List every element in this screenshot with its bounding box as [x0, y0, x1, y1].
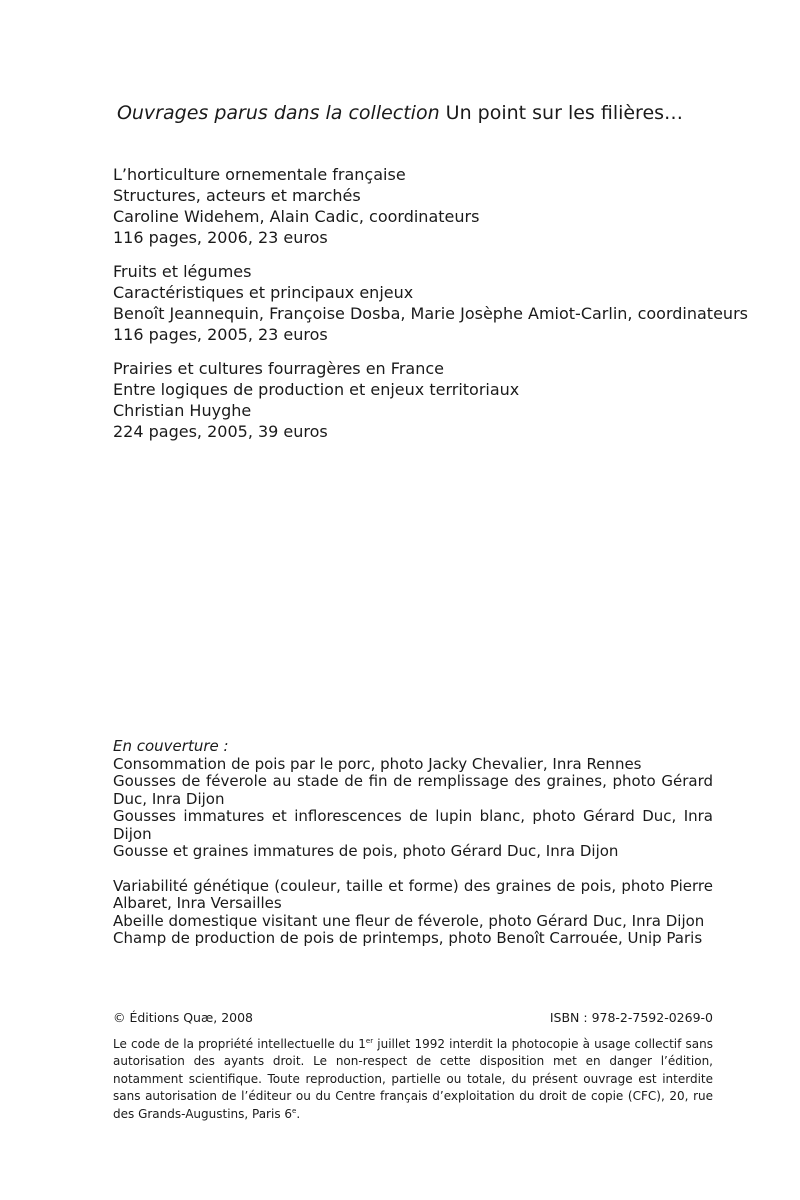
book-title: L’horticulture ornementale française	[113, 165, 406, 184]
credit-line: Variabilité génétique (couleur, taille et forme) des graines de pois, photo Pierre Albaret, Inra Versailles	[113, 876, 713, 912]
credit-line: Gousses de féverole au stade de fin de remplissage des graines, photo Gérard Duc, Inra Dijon	[113, 772, 713, 808]
book-title: Fruits et légumes	[113, 262, 252, 281]
publication-info	[113, 1010, 713, 1026]
book-subtitle: Entre logiques de production et enjeux territoriaux	[113, 380, 520, 399]
isbn: ISBN : 978-2-7592-0269-0	[549, 1010, 713, 1025]
cover-credits-label: En couverture :	[113, 737, 229, 755]
book-entry	[113, 358, 713, 442]
book-authors: Caroline Widehem, Alain Cadic, coordinateurs	[113, 207, 480, 226]
legal-text: juillet 1992 interdit la photocopie à usage collectif sans autorisation des ayants droit. Le non-respect de cette disposition met en danger l’édition, notamment scientifique. Toute reproduction, partielle ou totale, du présent ouvrage est interdite sans autorisation de l’éditeur ou du Centre français d’exploitation du droit de copie (CFC), 20, rue des Grands-Augustins, Paris 6	[113, 1037, 713, 1121]
legal-text: .	[296, 1106, 301, 1121]
cover-back-credits	[113, 878, 713, 948]
cover-front-credits	[113, 756, 713, 861]
legal-ordinal: e	[292, 1106, 297, 1115]
book-authors: Christian Huyghe	[113, 401, 252, 420]
book-details: 224 pages, 2005, 39 euros	[113, 422, 328, 441]
collection-heading-italic: Ouvrages parus dans la collection	[116, 102, 440, 124]
legal-text: Le code de la propriété intellectuelle du 1	[113, 1037, 366, 1051]
book-list	[113, 164, 748, 455]
book-entry	[113, 261, 748, 345]
book-subtitle: Caractéristiques et principaux enjeux	[113, 283, 414, 302]
book-entry	[113, 164, 713, 248]
book-authors: Benoît Jeannequin, Françoise Dosba, Marie Josèphe Amiot-Carlin, coordinateurs	[113, 304, 748, 323]
credit-line: Gousses immatures et inflorescences de lupin blanc, photo Gérard Duc, Inra Dijon	[113, 807, 713, 843]
collection-heading	[0, 100, 800, 126]
copyright-notice: © Éditions Quæ, 2008	[113, 1010, 254, 1025]
book-subtitle: Structures, acteurs et marchés	[113, 186, 361, 205]
legal-notice	[113, 1036, 713, 1123]
credit-line: Champ de production de pois de printemps, photo Benoît Carrouée, Unip Paris	[113, 929, 703, 947]
book-details: 116 pages, 2006, 23 euros	[113, 228, 328, 247]
cover-credits	[113, 738, 713, 948]
legal-ordinal: er	[365, 1037, 374, 1045]
book-details: 116 pages, 2005, 23 euros	[113, 325, 328, 344]
collection-heading-series: Un point sur les filières…	[439, 102, 684, 124]
credit-line: Gousse et graines immatures de pois, photo Gérard Duc, Inra Dijon	[113, 842, 619, 860]
credit-line: Consommation de pois par le porc, photo Jacky Chevalier, Inra Rennes	[113, 754, 642, 773]
book-title: Prairies et cultures fourragères en France	[113, 359, 444, 378]
credit-line: Abeille domestique visitant une fleur de féverole, photo Gérard Duc, Inra Dijon	[113, 911, 705, 930]
